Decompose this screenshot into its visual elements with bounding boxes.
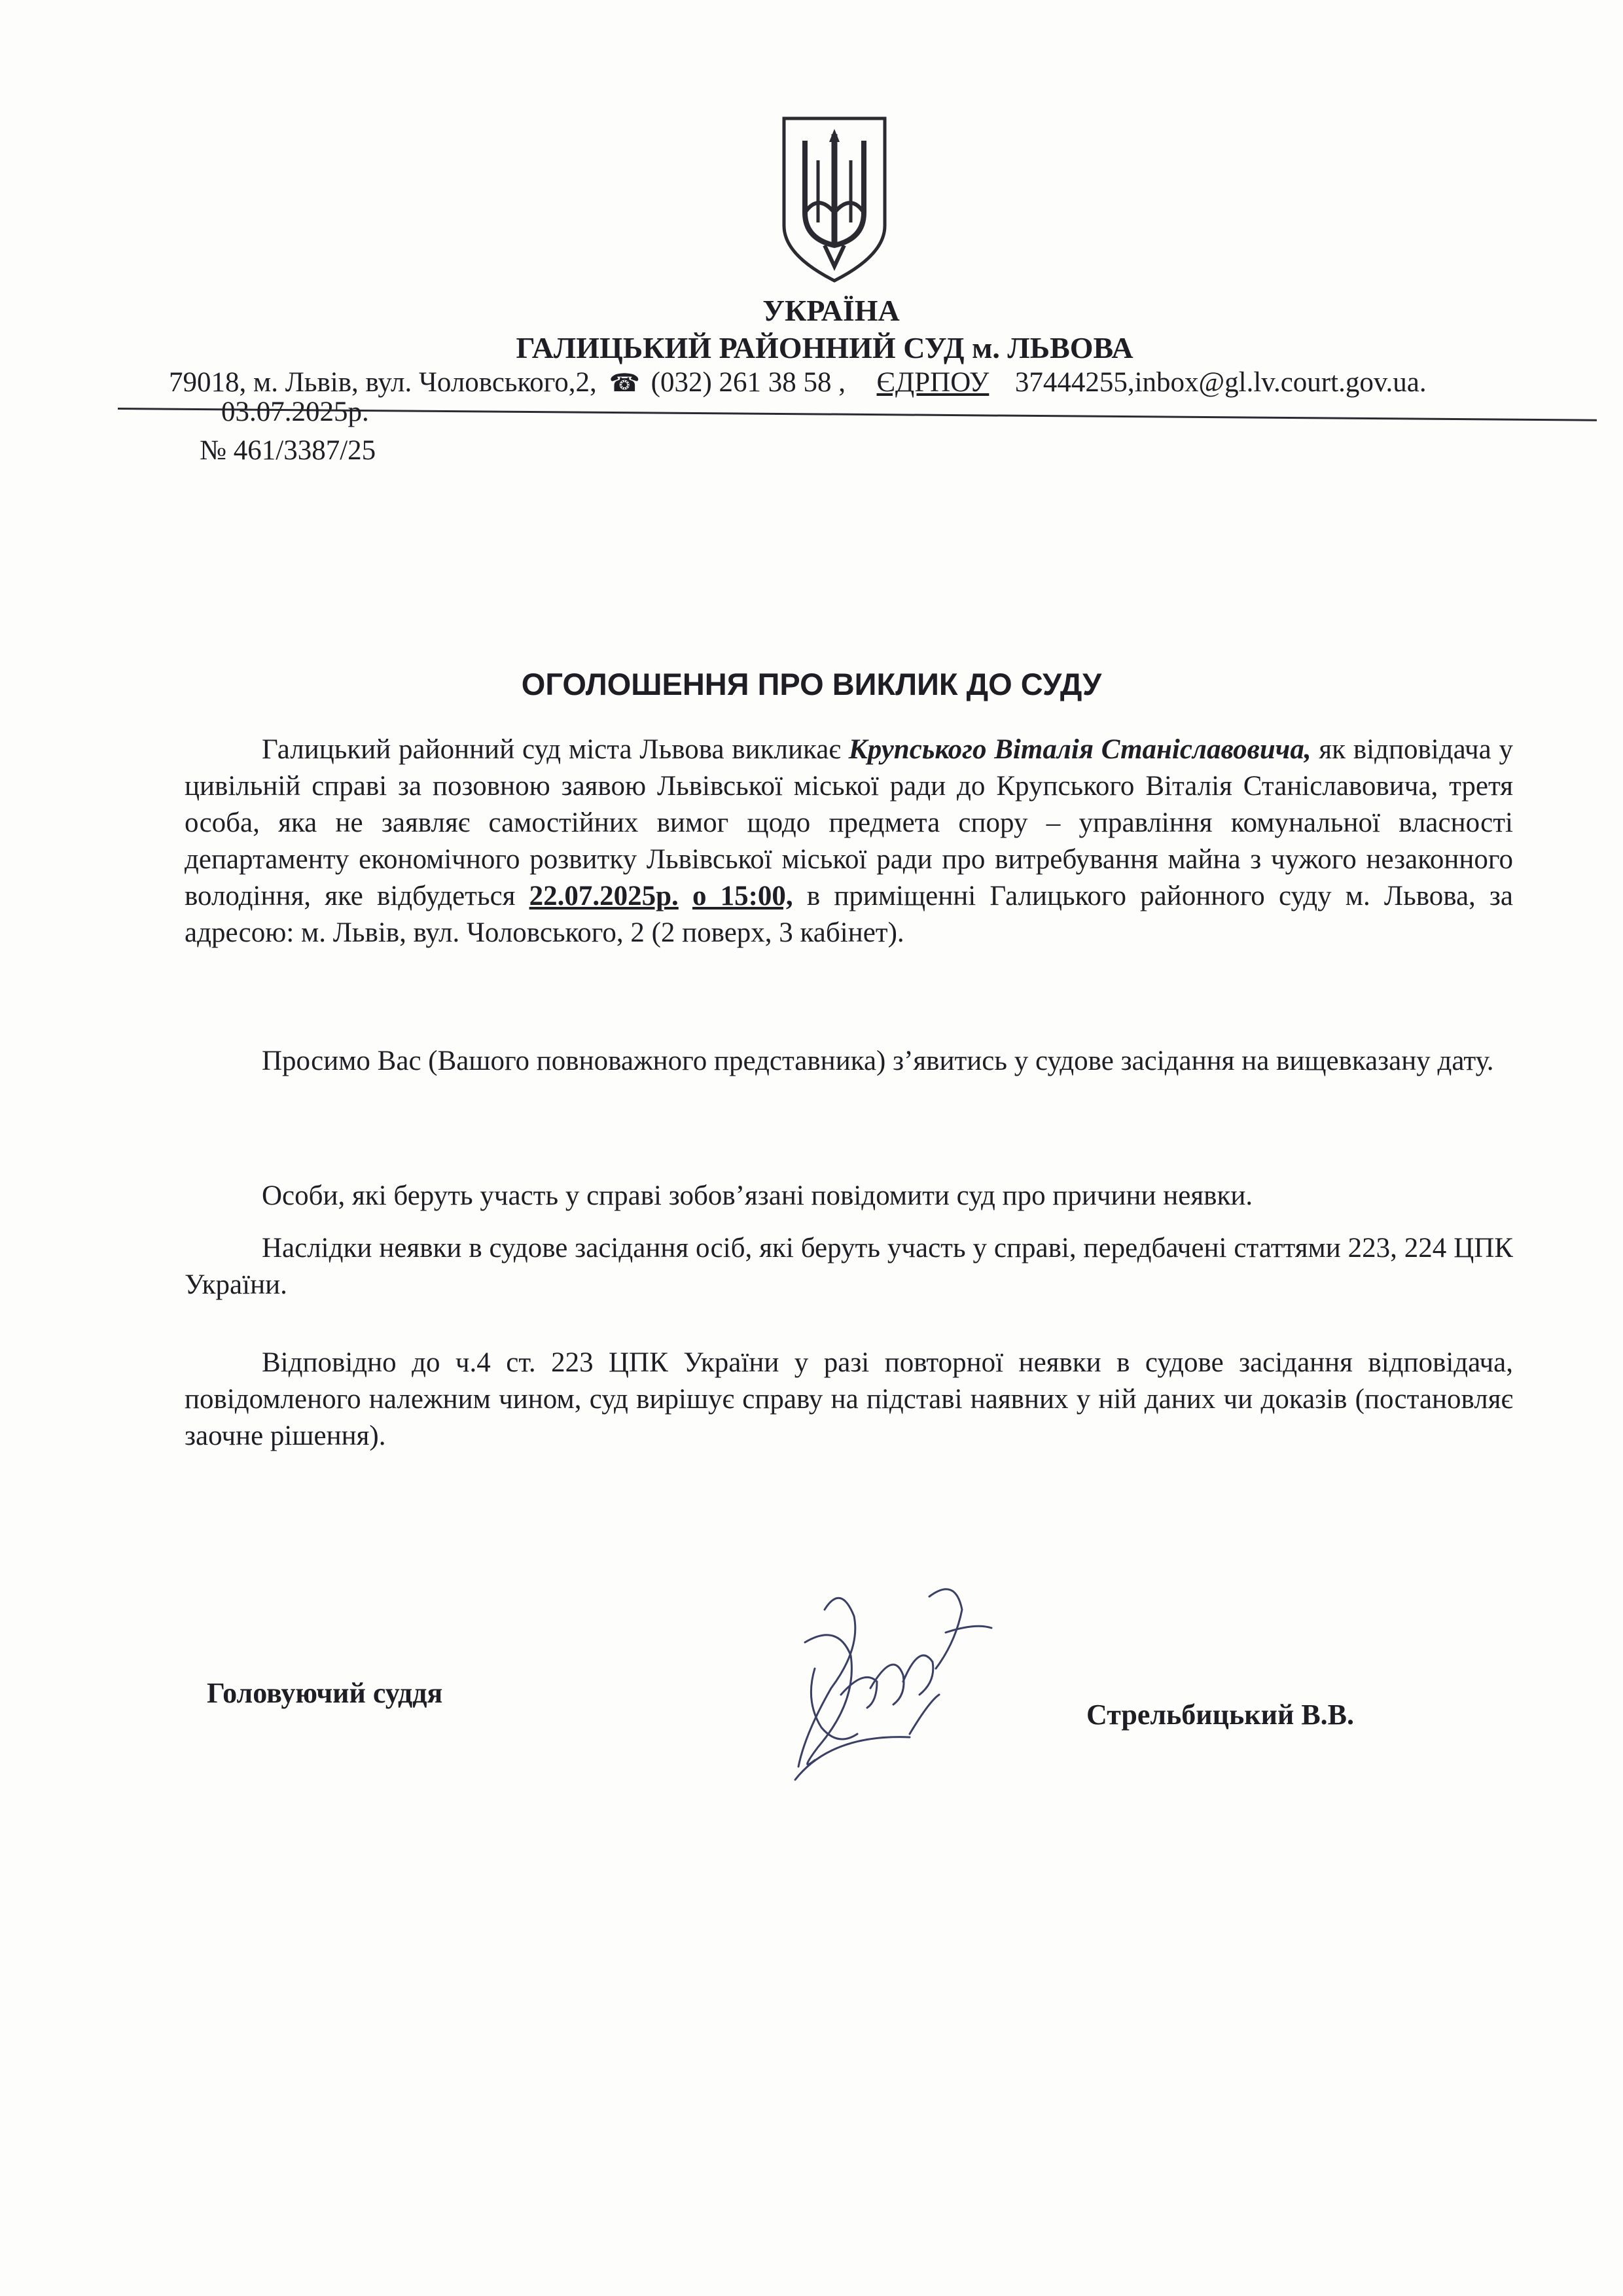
absentia-paragraph — [185, 1345, 1513, 1455]
document-date: 03.07.2025р. — [221, 397, 369, 427]
coat-of-arms-icon — [779, 115, 890, 285]
absentia-text: Відповідно до ч.4 ст. 223 ЦПК України у разі повторної неявки в судове засідання відповідача, повідомленого належним чином, суд вирішує справу на підставі наявних у ній даних чи доказів (постановляє заочне рішення). — [185, 1347, 1513, 1451]
summons-paragraph — [185, 732, 1513, 951]
notification-duty-text: Особи, які беруть участь у справі зобов’язані повідомити суд про причини неявки. — [262, 1180, 1253, 1211]
court-address: 79018, м. Львів, вул. Чоловського,2, — [169, 367, 597, 398]
notification-duty-paragraph — [185, 1178, 1513, 1214]
court-name-heading: ГАЛИЦЬКИЙ РАЙОННИЙ СУД м. ЛЬВОВА — [516, 331, 1133, 364]
presiding-judge-label: Головуючий суддя — [207, 1677, 443, 1709]
country-heading: УКРАЇНА — [762, 294, 900, 327]
hearing-date: 22.07.2025р. — [529, 881, 679, 911]
hearing-location: в приміщенні Галицького районного суду м. Львова, за адресою: м. Львів, вул. Чоловського, 2 (2 поверх, 3 кабінет). — [185, 881, 1514, 948]
handwritten-signature — [779, 1570, 1001, 1786]
court-address-line — [169, 366, 1569, 398]
edrpou-label: ЄДРПОУ — [876, 367, 990, 398]
hearing-time: о 15:00, — [692, 881, 793, 911]
judge-name: Стрельбицький В.В. — [1086, 1699, 1355, 1731]
attendance-request-text: Просимо Вас (Вашого повноважного представника) з’явитись у судове засідання на вищевказану дату. — [262, 1046, 1494, 1076]
consequences-text: Наслідки неявки в судове засідання осіб, які беруть участь у справі, передбачені статтями 223, 224 ЦПК України. — [185, 1233, 1513, 1300]
court-phone: (032) 261 38 58 , — [651, 367, 846, 398]
telephone-icon: ☎ — [609, 370, 640, 397]
summons-case-text: як відповідача у цивільній справі за позовною заявою Львівської міської ради до Крупського Віталія Станіславовича, третя особа, яка не заявляє самостійних вимог щодо предмета спору – управління комунальної власності департаменту економічного розвитку Львівської міської ради про витребування майна з чужого незаконного володіння, яке відбудеться — [185, 734, 1513, 911]
defendant-name: Крупського Віталія Станіславовича, — [848, 734, 1311, 765]
consequences-paragraph — [185, 1230, 1513, 1303]
edrpou-and-email: 37444255,inbox@gl.lv.court.gov.ua. — [1014, 367, 1427, 398]
summons-lead: Галицький районний суд міста Львова викликає — [262, 734, 849, 765]
document-title: ОГОЛОШЕННЯ ПРО ВИКЛИК ДО СУДУ — [521, 667, 1102, 701]
attendance-request-paragraph — [185, 1043, 1513, 1080]
case-number: № 461/3387/25 — [200, 435, 376, 466]
